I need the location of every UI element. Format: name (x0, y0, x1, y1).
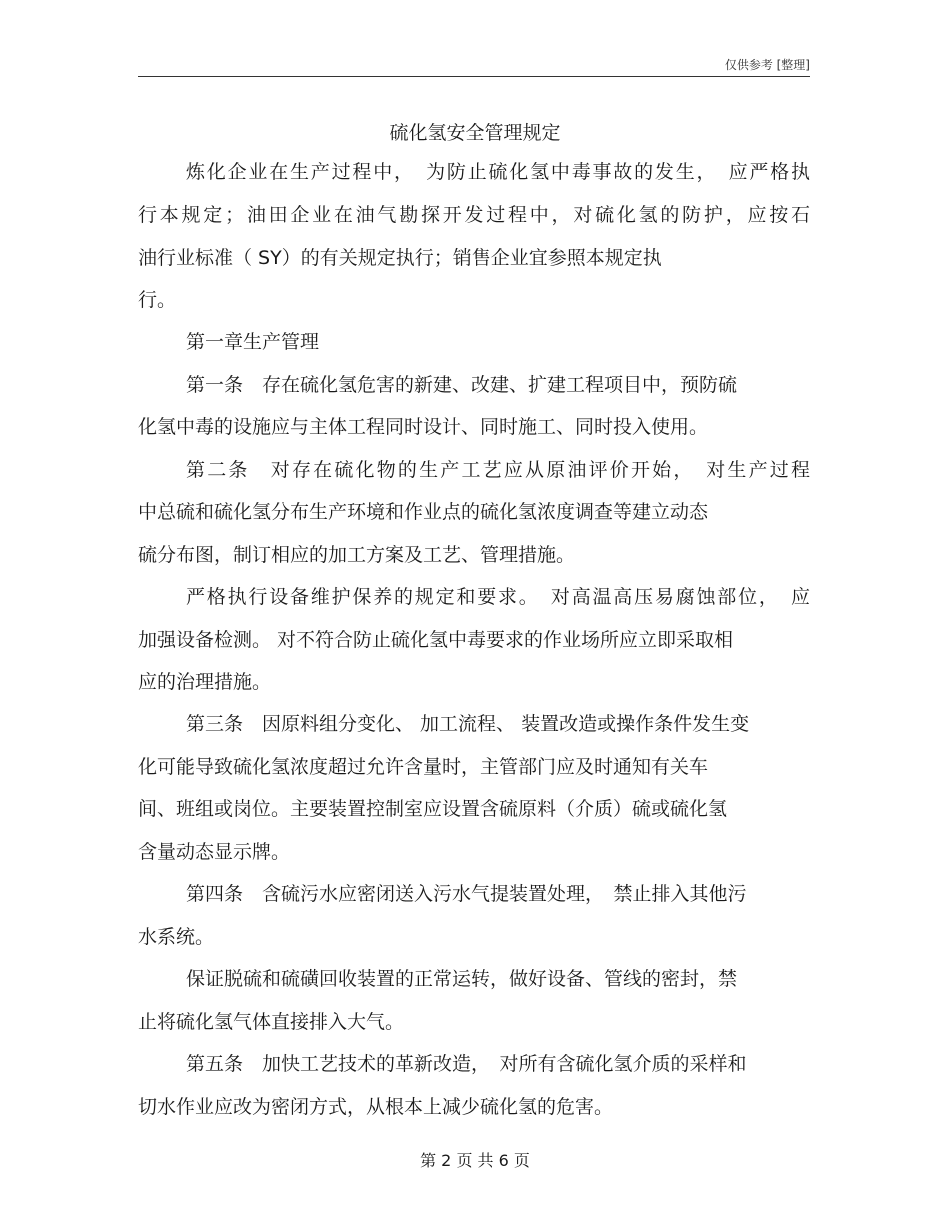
chapter-heading: 第一章生产管理 (186, 331, 320, 353)
body-line: 油行业标准（ SY）的有关规定执行；销售企业宜参照本规定执 (138, 247, 662, 269)
body-line: 第一条 存在硫化氢危害的新建、改建、扩建工程项目中，预防硫 (186, 374, 738, 396)
body-line: 第五条 加快工艺技术的革新改造， 对所有含硫化氢介质的采样和 (186, 1053, 747, 1075)
body-line: 水系统。 (138, 926, 215, 948)
body-line: 第四条 含硫污水应密闭送入污水气提装置处理， 禁止排入其他污 (186, 883, 747, 905)
body-line: 炼化企业在生产过程中， 为防止硫化氢中毒事故的发生， 应严格执 (186, 161, 810, 183)
page-header (138, 54, 810, 77)
body-line: 间、班组或岗位。主要装置控制室应设置含硫原料（介质）硫或硫化氢 (138, 798, 728, 820)
body-line: 行本规定；油田企业在油气勘探开发过程中，对硫化氢的防护，应按石 (138, 204, 810, 226)
body-line: 硫分布图，制订相应的加工方案及工艺、管理措施。 (138, 544, 576, 566)
body-line: 行。 (138, 289, 177, 311)
body-line: 第三条 因原料组分变化、 加工流程、 装置改造或操作条件发生变 (186, 713, 750, 735)
body-line: 严格执行设备维护保养的规定和要求。 对高温高压易腐蚀部位， 应 (186, 586, 810, 608)
body-line: 化氢中毒的设施应与主体工程同时设计、同时施工、同时投入使用。 (138, 416, 709, 438)
body-line: 切水作业应改为密闭方式，从根本上减少硫化氢的危害。 (138, 1096, 614, 1118)
document-title: 硫化氢安全管理规定 (389, 122, 561, 144)
body-line: 第二条 对存在硫化物的生产工艺应从原油评价开始， 对生产过程 (186, 459, 810, 481)
body-line: 保证脱硫和硫磺回收装置的正常运转，做好设备、管线的密封，禁 (186, 968, 738, 990)
body-line: 应的治理措施。 (138, 671, 272, 693)
page-number: 第 2 页 共 6 页 (420, 1151, 530, 1170)
body-line: 化可能导致硫化氢浓度超过允许含量时，主管部门应及时通知有关车 (138, 756, 709, 778)
body-line: 含量动态显示牌。 (138, 841, 291, 863)
body-line: 中总硫和硫化氢分布生产环境和作业点的硫化氢浓度调查等建立动态 (138, 501, 709, 523)
header-label: 仅供参考 [整理] (724, 58, 810, 72)
body-line: 止将硫化氢气体直接排入大气。 (138, 1011, 405, 1033)
body-line: 加强设备检测。 对不符合防止硫化氢中毒要求的作业场所应立即采取相 (138, 629, 734, 651)
